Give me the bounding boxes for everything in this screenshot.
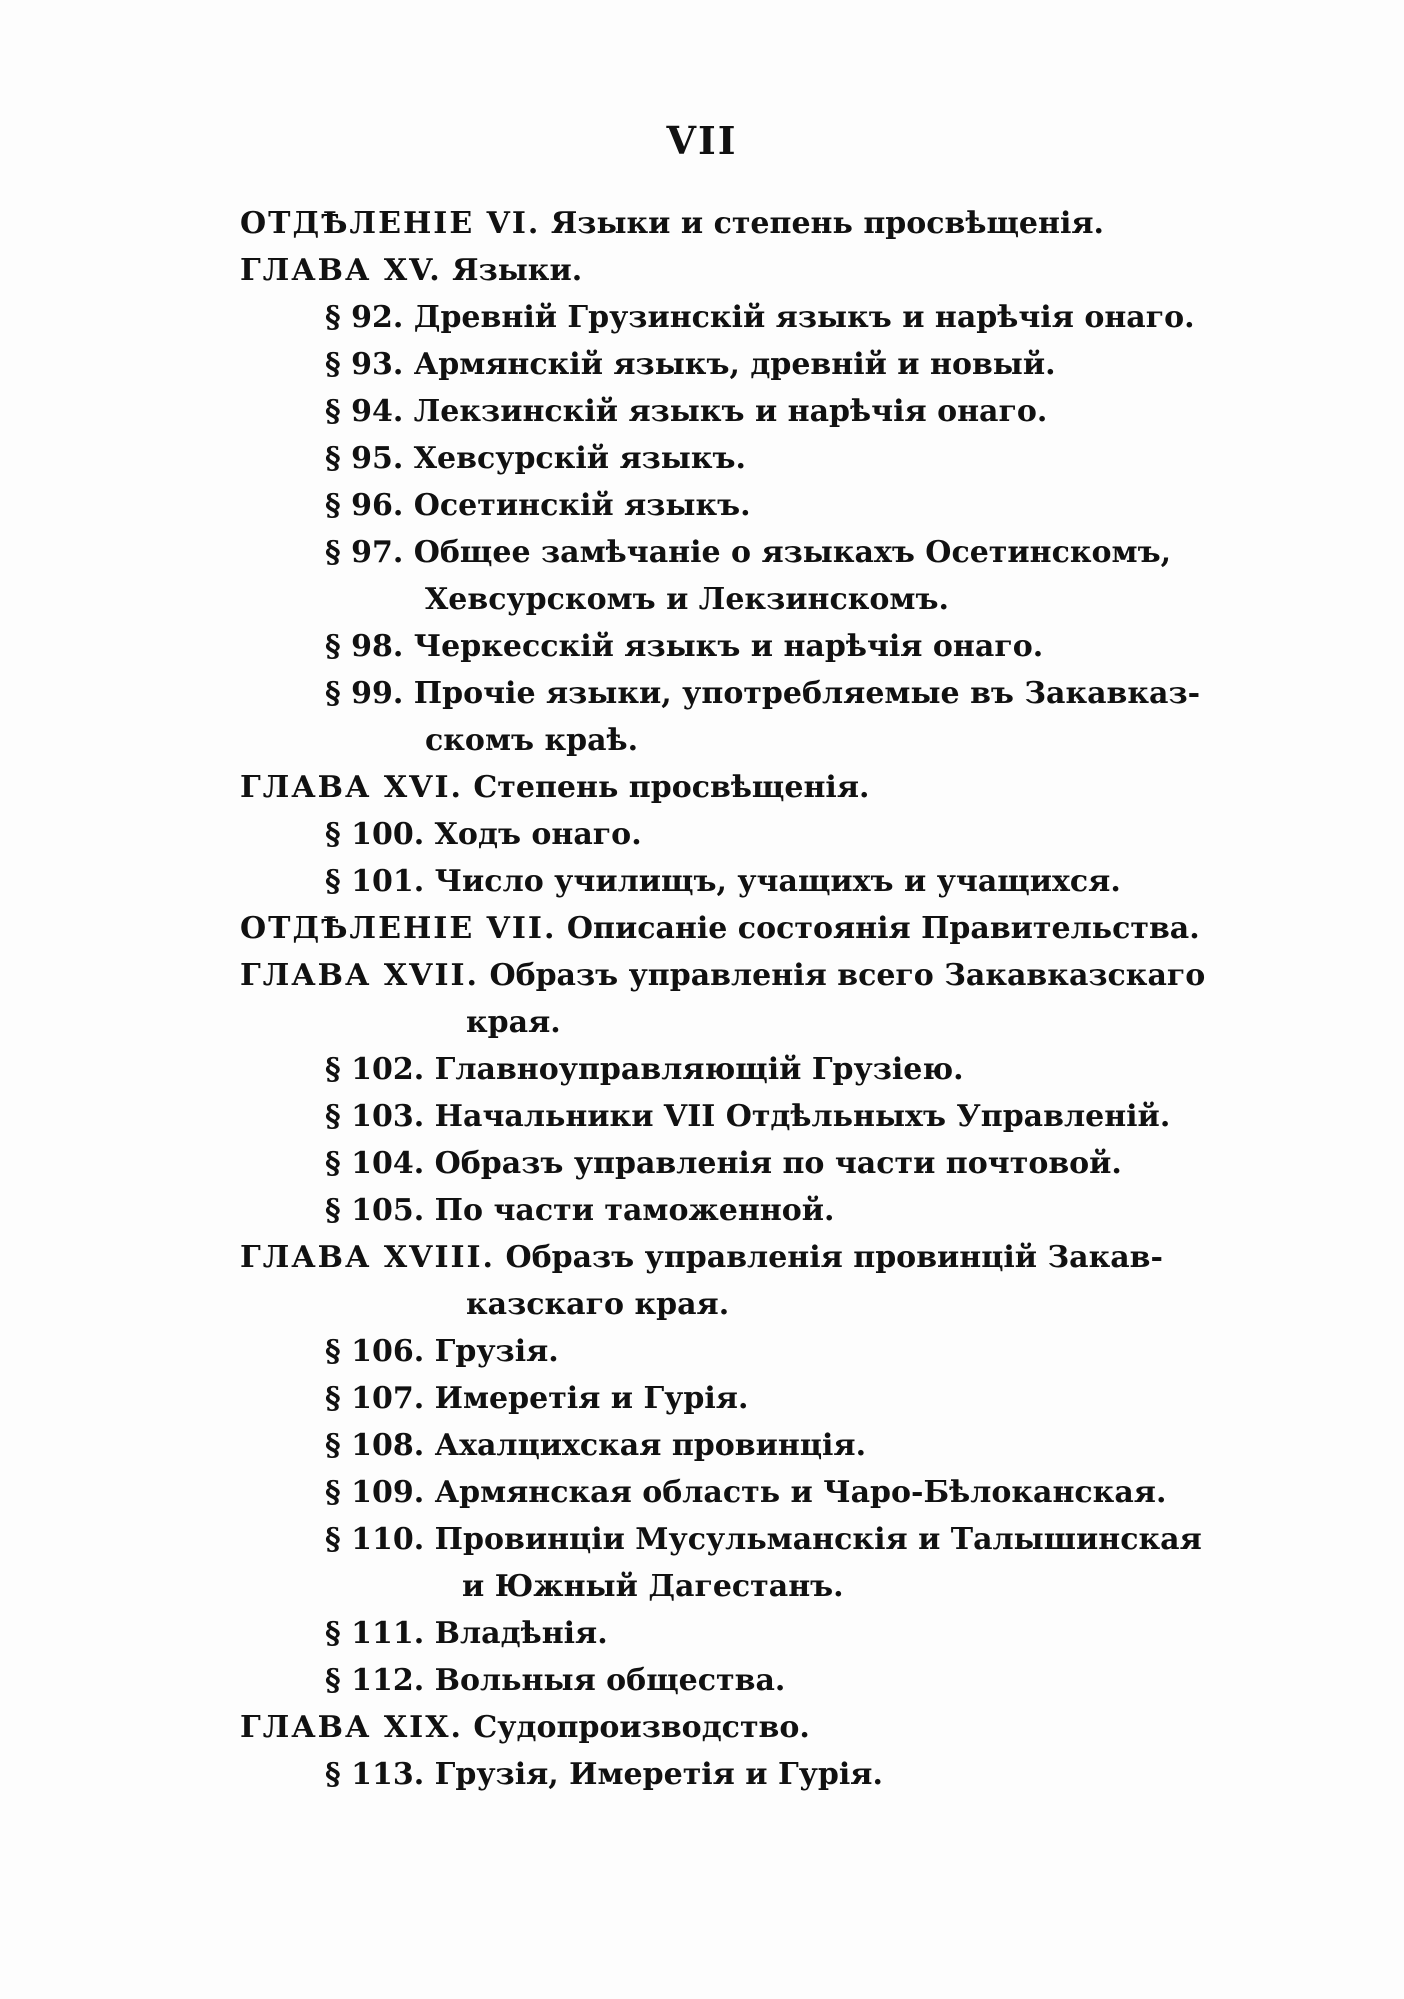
toc-chapter-heading: [240, 952, 1206, 999]
toc-section-title: Главноуправляющій Грузіею.: [434, 1052, 964, 1087]
toc-heading-title: Образъ управленія провинцій Закав-: [505, 1240, 1163, 1275]
toc-section-title: Черкесскій языкъ и нарѣчія онаго.: [413, 629, 1044, 664]
toc-section-title: Владѣнія.: [434, 1616, 608, 1651]
toc-section-entry: [240, 1140, 1180, 1187]
toc-section-number: § 93.: [325, 347, 404, 382]
toc-section-title: Грузія.: [434, 1334, 559, 1369]
toc-heading-label: ГЛАВА XIX.: [240, 1710, 463, 1745]
toc-section-number: § 98.: [325, 629, 404, 664]
toc-section-number: § 95.: [325, 441, 404, 476]
toc-section-entry: [240, 529, 1180, 576]
toc-continuation-line: [240, 576, 1180, 623]
toc-heading-title: Образъ управленія всего Закавказскаго: [489, 958, 1206, 993]
toc-section-number: § 104.: [325, 1146, 425, 1181]
toc-section-number: § 100.: [325, 817, 425, 852]
toc-section-title: Грузія, Имеретія и Гурія.: [434, 1757, 883, 1792]
toc-section-title: Образъ управленія по части почтовой.: [434, 1146, 1122, 1181]
toc-section-entry: [240, 1093, 1180, 1140]
toc-section-title: Осетинскій языкъ.: [413, 488, 751, 523]
page-number: VII: [666, 118, 738, 163]
toc-section-title: Ходъ онаго.: [434, 817, 642, 852]
toc-section-entry: [240, 670, 1201, 717]
toc-section-entry: [240, 811, 1180, 858]
toc-section-title: Армянская область и Чаро-Бѣлоканская.: [434, 1475, 1167, 1510]
toc-chapter-heading: [240, 247, 1180, 294]
toc-continuation-line: [240, 1281, 1180, 1328]
toc-heading-label: ОТДѢЛЕНІЕ VI.: [240, 206, 541, 241]
toc-continuation-text: казскаго края.: [466, 1287, 730, 1322]
toc-chapter-heading: [240, 764, 1180, 811]
toc-section-title: Прочіе языки, употребляемые въ Закавказ-: [413, 676, 1201, 711]
toc-continuation-line: [240, 999, 1180, 1046]
toc-section-title: Общее замѣчаніе о языкахъ Осетинскомъ,: [413, 535, 1172, 570]
toc-section-number: § 92.: [325, 300, 404, 335]
toc-section-title: Армянскій языкъ, древній и новый.: [413, 347, 1056, 382]
toc-section-entry: [240, 1610, 1180, 1657]
toc-section-entry: [240, 1187, 1180, 1234]
toc-continuation-text: Хевсурскомъ и Лекзинскомъ.: [425, 582, 949, 617]
toc-section-entry: [240, 623, 1180, 670]
toc-section-title: Провинціи Мусульманскія и Талышинская: [434, 1522, 1202, 1557]
toc-heading-title: Степень просвѣщенія.: [473, 770, 870, 805]
toc-section-title: Лекзинскій языкъ и нарѣчія онаго.: [413, 394, 1048, 429]
toc-section-entry: [240, 341, 1180, 388]
toc-section-entry: [240, 1375, 1180, 1422]
toc-heading-title: Языки и степень просвѣщенія.: [550, 206, 1104, 241]
toc-continuation-line: [240, 717, 1180, 764]
toc-section-title: Число училищъ, учащихъ и учащихся.: [434, 864, 1121, 899]
toc-section-number: § 94.: [325, 394, 404, 429]
toc-section-number: § 110.: [325, 1522, 425, 1557]
toc-continuation-text: и Южный Дагестанъ.: [462, 1569, 844, 1604]
toc-heading-label: ГЛАВА XVIII.: [240, 1240, 496, 1275]
table-of-contents: [240, 200, 1206, 1798]
toc-section-entry: [240, 1422, 1180, 1469]
toc-section-title: Хевсурскій языкъ.: [413, 441, 746, 476]
toc-heading-title: Языки.: [452, 253, 583, 288]
toc-section-number: § 112.: [325, 1663, 425, 1698]
toc-section-entry: [240, 1046, 1180, 1093]
toc-heading-label: ГЛАВА XVII.: [240, 958, 479, 993]
toc-section-entry: [240, 388, 1180, 435]
toc-heading-label: ОТДѢЛЕНІЕ VII.: [240, 911, 557, 946]
toc-chapter-heading: [240, 1704, 1180, 1751]
toc-section-entry: [240, 1328, 1180, 1375]
toc-section-number: § 107.: [325, 1381, 425, 1416]
toc-section-entry: [240, 1469, 1180, 1516]
toc-chapter-heading: [240, 1234, 1180, 1281]
toc-heading-title: Судопроизводство.: [473, 1710, 810, 1745]
toc-section-entry: [240, 1657, 1180, 1704]
toc-part-heading: [240, 200, 1180, 247]
toc-continuation-line: [240, 1563, 1180, 1610]
toc-section-number: § 105.: [325, 1193, 425, 1228]
toc-part-heading: [240, 905, 1200, 952]
toc-section-entry: [240, 435, 1180, 482]
toc-continuation-text: скомъ краѣ.: [425, 723, 639, 758]
toc-section-number: § 103.: [325, 1099, 425, 1134]
toc-section-title: По части таможенной.: [434, 1193, 835, 1228]
toc-continuation-text: края.: [466, 1005, 561, 1040]
toc-section-number: § 96.: [325, 488, 404, 523]
toc-section-entry: [240, 858, 1180, 905]
toc-section-number: § 109.: [325, 1475, 425, 1510]
toc-section-number: § 108.: [325, 1428, 425, 1463]
toc-section-title: Вольныя общества.: [434, 1663, 786, 1698]
toc-section-entry: [240, 1516, 1202, 1563]
toc-section-number: § 102.: [325, 1052, 425, 1087]
toc-section-title: Имеретія и Гурія.: [434, 1381, 749, 1416]
toc-section-number: § 97.: [325, 535, 404, 570]
toc-section-title: Начальники VII Отдѣльныхъ Управленій.: [434, 1099, 1171, 1134]
toc-section-number: § 113.: [325, 1757, 425, 1792]
toc-section-title: Ахалцихская провинція.: [434, 1428, 867, 1463]
toc-heading-label: ГЛАВА XVI.: [240, 770, 463, 805]
toc-section-entry: [240, 294, 1195, 341]
toc-section-number: § 111.: [325, 1616, 425, 1651]
toc-section-entry: [240, 1751, 1180, 1798]
toc-section-title: Древній Грузинскій языкъ и нарѣчія онаго.: [413, 300, 1195, 335]
toc-section-entry: [240, 482, 1180, 529]
toc-section-number: § 101.: [325, 864, 425, 899]
toc-section-number: § 99.: [325, 676, 404, 711]
toc-heading-title: Описаніе состоянія Правительства.: [566, 911, 1200, 946]
toc-heading-label: ГЛАВА XV.: [240, 253, 442, 288]
toc-section-number: § 106.: [325, 1334, 425, 1369]
